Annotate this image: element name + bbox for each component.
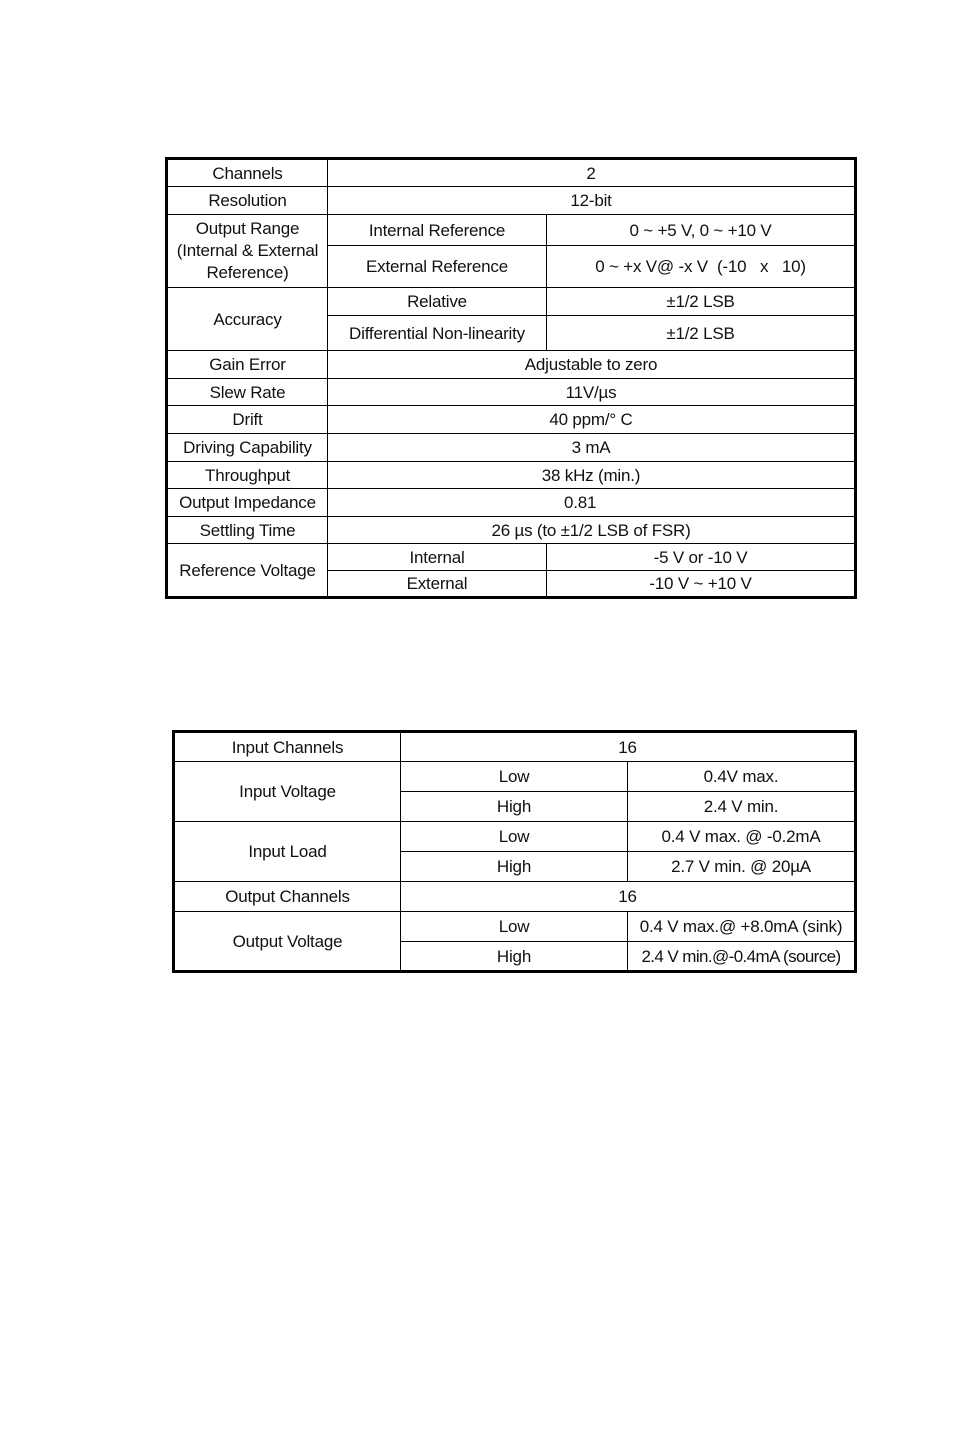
spec-label: Resolution <box>167 187 328 215</box>
spec-value: 2.4 V min.@-0.4mA (source) <box>628 942 856 972</box>
spec-label: Output Channels <box>174 882 401 912</box>
spec-label: Reference Voltage <box>167 544 328 598</box>
spec-label: Driving Capability <box>167 434 328 462</box>
table-row <box>174 912 856 942</box>
table-row <box>167 462 856 489</box>
spec-value: Adjustable to zero <box>328 351 856 379</box>
spec-sublabel: Internal Reference <box>328 215 547 246</box>
table-row <box>167 288 856 316</box>
table-row <box>167 215 856 246</box>
spec-value: 12-bit <box>328 187 856 215</box>
spec-label: Gain Error <box>167 351 328 379</box>
spec-value: 16 <box>401 882 856 912</box>
spec-value: 0 ~ +x V@ -x V (-10 x 10) <box>547 246 856 288</box>
spec-label: Input Voltage <box>174 762 401 822</box>
spec-sublabel: Differential Non-linearity <box>328 316 547 351</box>
spec-sublabel: Low <box>401 762 628 792</box>
digital-io-spec-table <box>172 730 857 973</box>
spec-sublabel: Low <box>401 822 628 852</box>
spec-sublabel: Internal <box>328 544 547 571</box>
table-row <box>174 882 856 912</box>
spec-label: Input Channels <box>174 732 401 762</box>
table-row <box>167 544 856 571</box>
spec-label: Output Impedance <box>167 489 328 517</box>
table-row <box>174 822 856 852</box>
spec-label: Channels <box>167 159 328 187</box>
spec-value: 0.4 V max.@ +8.0mA (sink) <box>628 912 856 942</box>
spec-value: 26 µs (to ±1/2 LSB of FSR) <box>328 517 856 544</box>
spec-value: 40 ppm/° C <box>328 406 856 434</box>
spec-value: 0.4 V max. @ -0.2mA <box>628 822 856 852</box>
table-row <box>167 434 856 462</box>
table-row <box>167 351 856 379</box>
spec-label: Drift <box>167 406 328 434</box>
spec-value: 2.4 V min. <box>628 792 856 822</box>
table-row <box>167 187 856 215</box>
spec-sublabel: External Reference <box>328 246 547 288</box>
spec-value: 2 <box>328 159 856 187</box>
spec-value: -5 V or -10 V <box>547 544 856 571</box>
spec-value: 0.4V max. <box>628 762 856 792</box>
spec-label: Settling Time <box>167 517 328 544</box>
spec-value: ±1/2 LSB <box>547 288 856 316</box>
spec-value: 0 ~ +5 V, 0 ~ +10 V <box>547 215 856 246</box>
spec-sublabel: Relative <box>328 288 547 316</box>
spec-label: Slew Rate <box>167 379 328 406</box>
spec-value: 11V/µs <box>328 379 856 406</box>
spec-value: 2.7 V min. @ 20µA <box>628 852 856 882</box>
spec-sublabel: High <box>401 852 628 882</box>
spec-value: ±1/2 LSB <box>547 316 856 351</box>
table-row <box>167 159 856 187</box>
table-row <box>174 732 856 762</box>
spec-value: -10 V ~ +10 V <box>547 571 856 598</box>
spec-sublabel: High <box>401 792 628 822</box>
table-row <box>167 406 856 434</box>
table-row <box>174 762 856 792</box>
spec-value: 0.81 <box>328 489 856 517</box>
table-row <box>167 379 856 406</box>
table-row <box>167 489 856 517</box>
spec-label: Throughput <box>167 462 328 489</box>
spec-label: Accuracy <box>167 288 328 351</box>
spec-label: Output Range (Internal & External Reference) <box>167 215 328 288</box>
spec-value: 38 kHz (min.) <box>328 462 856 489</box>
spec-label: Input Load <box>174 822 401 882</box>
spec-value: 3 mA <box>328 434 856 462</box>
spec-label: Output Voltage <box>174 912 401 972</box>
analog-output-spec-table <box>165 157 857 599</box>
table-row <box>167 517 856 544</box>
spec-sublabel: Low <box>401 912 628 942</box>
spec-value: 16 <box>401 732 856 762</box>
spec-sublabel: High <box>401 942 628 972</box>
spec-sublabel: External <box>328 571 547 598</box>
